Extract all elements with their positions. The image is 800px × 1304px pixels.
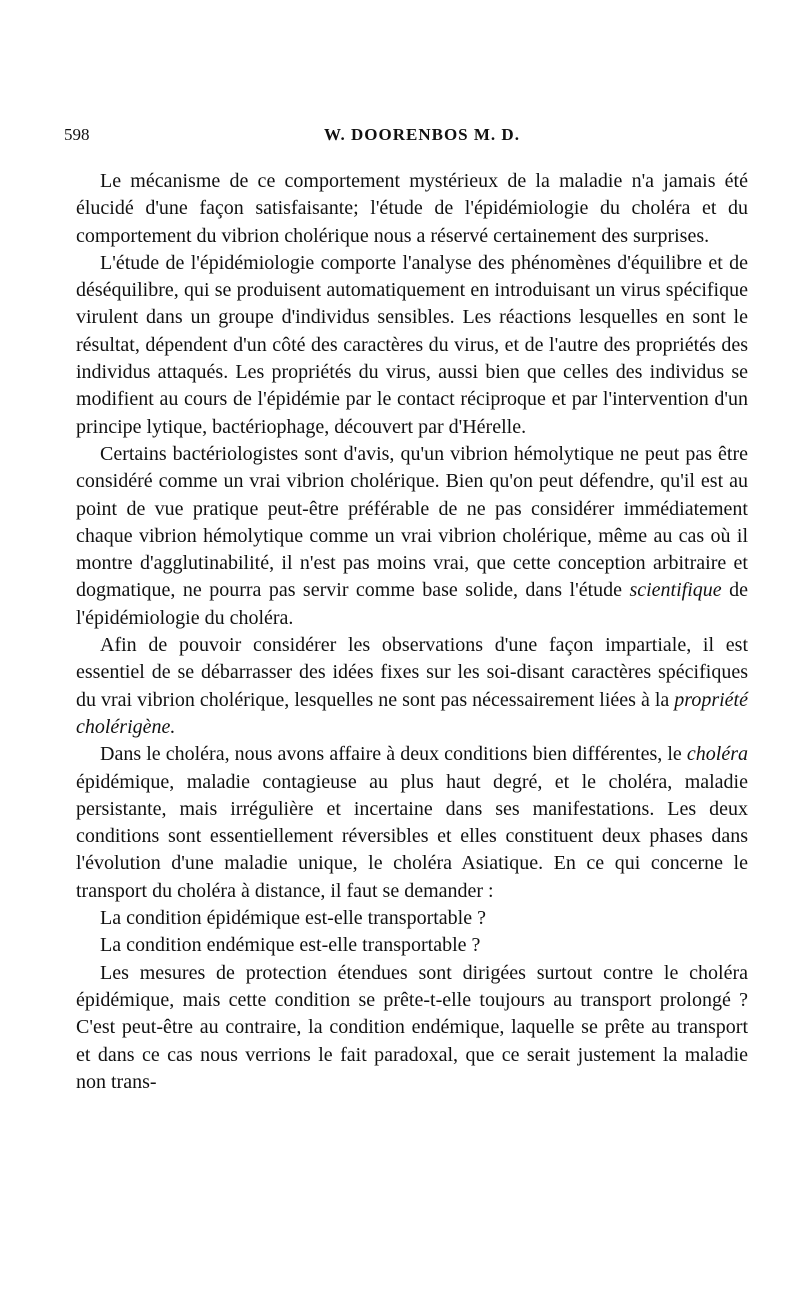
paragraph-3 <box>76 441 748 632</box>
paragraph-3-text-end: de l'épidémiologie du choléra. <box>76 579 748 629</box>
paragraph-4 <box>76 632 748 741</box>
question-epidemic: La condition épidémique est-elle transportable ? <box>100 907 486 930</box>
page-number: 598 <box>64 125 90 144</box>
question-endemic: La condition endémique est-elle transportable ? <box>100 934 481 957</box>
emphasis-scientifique: scientifique <box>629 579 722 602</box>
paragraph-2: L'étude de l'épidémiologie comporte l'analyse des phénomènes d'équilibre et de déséquilibre, qui se produisent automatiquement en introduisant un virus spécifique virulent dans un groupe d'individus sensibles. Les réactions lesquelles en sont le résultat, dépendent d'un côté des caractères du virus, et de l'autre des propriétés des individus attaqués. Les propriétés du virus, aussi bien que celles des individus se modifient au cours de l'épidémie par le contact réciproque et par l'intervention d'un principe lytique, bactériophage, découvert par d'Hérelle. <box>76 251 748 438</box>
paragraph-4-text: Afin de pouvoir considérer les observations d'une façon impartiale, il est essentiel de se débarrasser des idées fixes sur les soi-disant caractères spécifiques du vrai vibrion cholérique, lesquelles ne sont pas nécessairement liées à la <box>76 634 748 711</box>
running-head <box>64 124 748 146</box>
running-title: W. DOORENBOS M. D. <box>324 125 520 144</box>
emphasis-propriete-cholerigene: propriété cholérigène. <box>76 688 748 738</box>
emphasis-cholera: choléra <box>686 743 748 766</box>
paragraph-1: Le mécanisme de ce comportement mystérieux de la maladie n'a jamais été élucidé d'une façon satisfaisante; l'étude de l'épidémiologie du choléra et du comportement du vibrion cholérique nous a réservé certainement des surprises. <box>76 170 748 247</box>
document-page <box>64 124 748 1096</box>
paragraph-5 <box>76 741 748 905</box>
paragraph-3-text: Certains bactériologistes sont d'avis, qu'un vibrion hémolytique ne peut pas être considéré comme un vrai vibrion cholérique. Bien qu'on peut défendre, qu'il est au point de vue pratique peut-être préférable de ne pas considérer immédiatement chaque vibrion hémolytique comme un vrai vibrion cholérique, même au cas où il montre d'agglutinabilité, il n'est pas moins vrai, que cette conception arbitraire et dogmatique, ne pourra pas servir comme base solide, dans l'étude <box>76 442 748 602</box>
paragraph-8: Les mesures de protection étendues sont dirigées surtout contre le choléra épidémique, mais cette condition se prête-t-elle toujours au transport prolongé ? C'est peut-être au contraire, la condition endémique, laquelle se prête au transport et dans ce cas nous verrions le fait paradoxal, que ce serait justement la maladie non trans- <box>76 961 748 1093</box>
body-text <box>76 168 748 1096</box>
paragraph-5-text: Dans le choléra, nous avons affaire à deux conditions bien différentes, le <box>100 743 687 766</box>
paragraph-5-text-end: épidémique, maladie contagieuse au plus haut degré, et le choléra, maladie persistante, mais irrégulière et incertaine dans ses manifestations. Les deux conditions sont essentiellement réversibles et elles constituent deux phases dans l'évolution d'une maladie unique, le choléra Asiatique. En ce qui concerne le transport du choléra à distance, il faut se demander : <box>76 770 748 902</box>
